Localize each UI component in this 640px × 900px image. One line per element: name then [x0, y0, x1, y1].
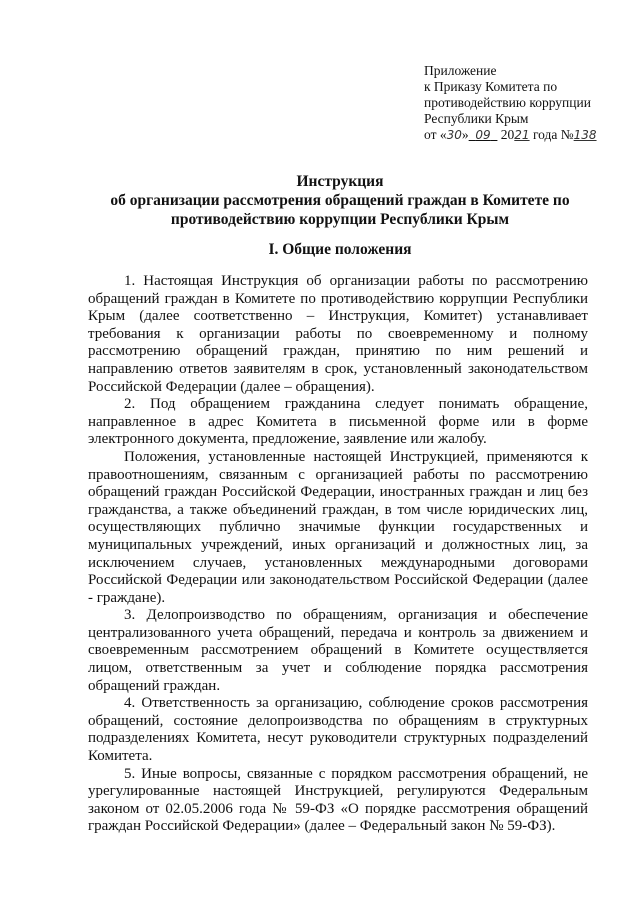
- title-line: противодействию коррупции Республики Крым: [170, 211, 510, 228]
- document-body: [88, 273, 588, 836]
- document-title: [60, 172, 620, 229]
- title-line: Инструкция: [296, 173, 384, 190]
- date-day: 30: [446, 128, 462, 142]
- paragraph: 5. Иные вопросы, связанные с порядком рассмотрения обращений, не урегулированные настоящей Инструкцией, регулируются Федеральным законом от 02.05.2006 года № 59-ФЗ «О порядке рассмотрения обращений граждан Российской Федерации» (далее – Федеральный закон № 59-ФЗ).: [88, 765, 588, 835]
- appendix-line: Республики Крым: [424, 111, 529, 126]
- date-number: 138: [573, 128, 597, 142]
- date-year-suffix: 21: [514, 128, 530, 142]
- date-mid: года №: [529, 127, 574, 142]
- paragraph: 2. Под обращением гражданина следует понимать обращение, направленное в адрес Комитета в письменной форме или в форме электронного документа, предложение, заявление или жалобу.: [88, 396, 588, 448]
- paragraph: 3. Делопроизводство по обращениям, организация и обеспечение централизованного учета обращений, передача и контроль за движением и своевременным рассмотрением обращений в Комитете осуществляется лицом, ответственным за учет и соблюдение порядка рассмотрения обращений граждан.: [88, 607, 588, 694]
- paragraph: 4. Ответственность за организацию, соблюдение сроков рассмотрения обращений, состояние делопроизводства по обращениям в структурных подразделениях Комитета, несут руководители структурных подразделений Комитета.: [88, 695, 588, 765]
- appendix-date-line: [424, 127, 634, 143]
- date-month-underline: [469, 127, 498, 142]
- appendix-line: к Приказу Комитета по: [424, 79, 558, 94]
- date-year-prefix: 20: [500, 127, 515, 142]
- section-heading: I. Общие положения: [268, 241, 412, 258]
- title-line: об организации рассмотрения обращений граждан в Комитете по: [110, 192, 570, 209]
- paragraph: Положения, установленные настоящей Инструкцией, применяются к правоотношениям, связанным с организацией работы по рассмотрению обращений граждан Российской Федерации, иностранных граждан и лиц без гражданства, а также объединений граждан, в том числе юридических лиц, осуществляющих публично значимые функции государственных и муниципальных учреждений, иных организаций и должностных лиц, за исключением случаев, установленных международными договорами Российской Федерации или законодательством Российской Федерации (далее - граждане).: [88, 448, 588, 606]
- date-sep: »: [461, 127, 469, 142]
- appendix-line: противодействию коррупции: [424, 95, 591, 110]
- paragraph: 1. Настоящая Инструкция об организации работы по рассмотрению обращений граждан в Комитете по противодействию коррупции Республики Крым (далее соответственно – Инструкция, Комитет) устанавливает требования к организации работы по своевременному и полному рассмотрению обращений граждан, принятию по ним решений и направлению ответов заявителям в срок, установленный законодательством Российской Федерации (далее – обращения).: [88, 273, 588, 395]
- date-prefix: от «: [424, 127, 447, 142]
- appendix-block: [424, 63, 634, 143]
- date-month: 09: [475, 128, 491, 142]
- appendix-line: Приложение: [424, 63, 497, 78]
